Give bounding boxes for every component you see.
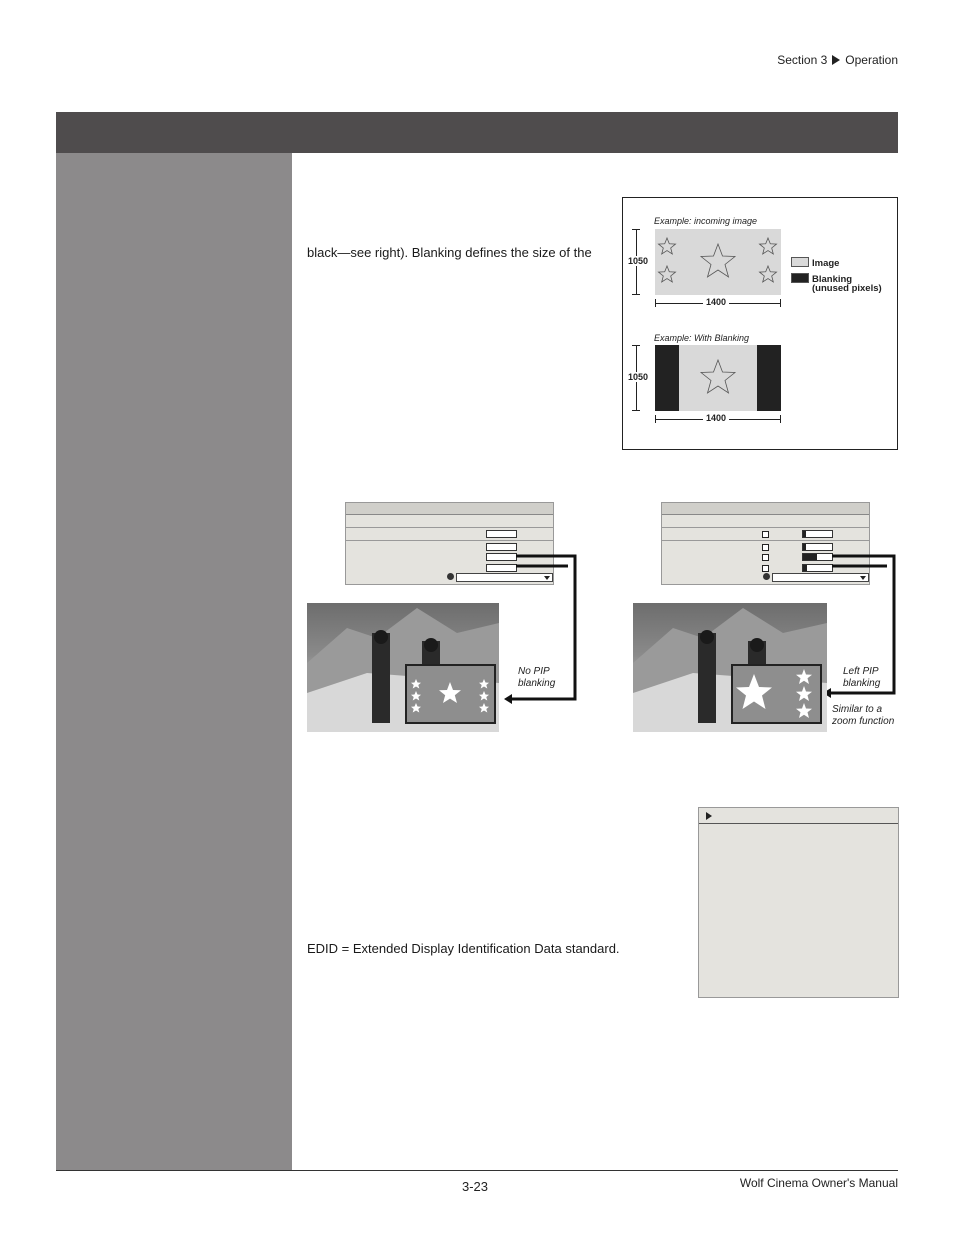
menu-title-bar xyxy=(346,503,553,515)
star-pattern-icon xyxy=(733,666,820,722)
blanking-top-field[interactable] xyxy=(486,530,517,538)
arrow-right-icon xyxy=(832,55,840,65)
blanked-image xyxy=(655,345,781,411)
sidebar xyxy=(56,153,292,1170)
slider-handle-icon xyxy=(762,531,769,538)
legend-blanking-label: Blanking xyxy=(812,274,853,285)
no-pip-note: No PIP blanking xyxy=(518,666,556,689)
edid-menu-header[interactable] xyxy=(699,808,898,824)
star-icon xyxy=(655,345,781,411)
skier-photo-right xyxy=(633,603,827,732)
paragraph-line: black—see right). Blanking defines the size of the xyxy=(307,245,592,260)
title-bar xyxy=(56,112,898,153)
arrow-right-icon xyxy=(706,812,712,820)
blanking-top-slider[interactable] xyxy=(802,530,833,538)
menu-title-bar-right xyxy=(662,503,869,515)
left-pip-note: Left PIP blanking xyxy=(843,666,881,689)
example-blanking-caption: Example: With Blanking xyxy=(654,333,749,343)
pip-window-right xyxy=(731,664,822,724)
blanking-figure xyxy=(622,197,898,450)
page-number: 3-23 xyxy=(462,1179,489,1194)
height-label-2: 1050 xyxy=(628,372,649,382)
example-incoming-caption: Example: incoming image xyxy=(654,216,758,226)
legend-image-swatch xyxy=(791,257,809,267)
incoming-image xyxy=(655,229,781,295)
legend-blanking-swatch xyxy=(791,273,809,283)
height-label: 1050 xyxy=(628,256,649,266)
footer-divider xyxy=(56,1170,898,1171)
section-label: Section 3 xyxy=(777,53,828,67)
skier-photo-left xyxy=(307,603,499,732)
pip-window-left xyxy=(405,664,496,724)
star-pattern-icon xyxy=(407,666,494,722)
edid-note: EDID = Extended Display Identification Data standard. xyxy=(307,941,620,956)
section-header xyxy=(777,53,898,67)
legend-blanking-sublabel: (unused pixels) xyxy=(812,283,882,294)
width-label: 1400 xyxy=(703,297,729,307)
manual-title: Wolf Cinema Owner's Manual xyxy=(739,1176,898,1190)
zoom-note: Similar to a zoom function xyxy=(832,704,895,727)
legend-image-label: Image xyxy=(812,258,840,269)
chapter-label: Operation xyxy=(845,53,898,67)
width-label-2: 1400 xyxy=(703,413,729,423)
star-pattern-icon xyxy=(655,229,781,295)
edid-menu xyxy=(698,807,899,998)
